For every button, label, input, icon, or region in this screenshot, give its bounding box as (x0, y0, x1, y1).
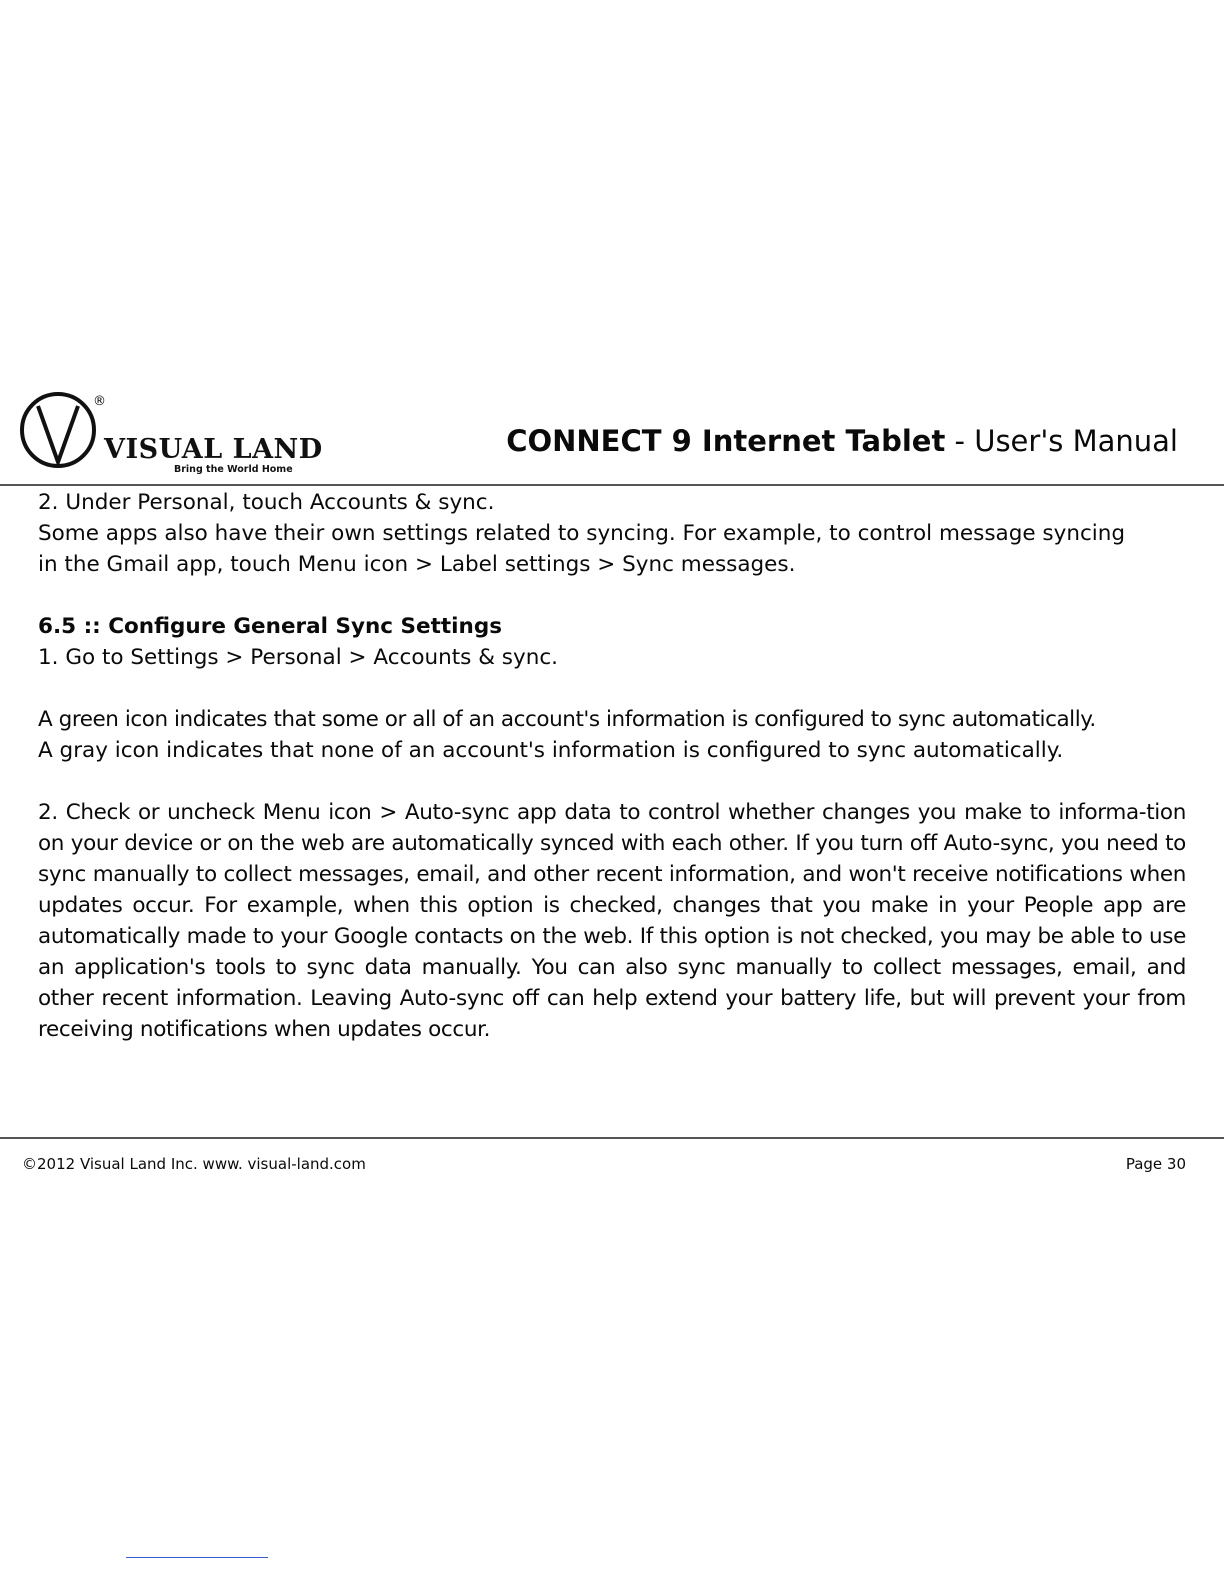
green-icon-note: A green icon indicates that some or all of an account's information is configured to sync automatically. (38, 707, 1096, 732)
visual-land-logo (20, 388, 323, 478)
intro-note-line-2: in the Gmail app, touch Menu icon > Label settings > Sync messages. (38, 552, 796, 577)
bottom-rule (126, 1557, 268, 1558)
page-footer (0, 1137, 1224, 1173)
intro-note-line-1: Some apps also have their own settings related to syncing. For example, to control message syncing (38, 521, 1126, 546)
manual-title (506, 424, 1178, 459)
copyright-text: ©2012 Visual Land Inc. www. visual-land.com (22, 1155, 366, 1173)
gray-icon-note: A gray icon indicates that none of an account's information is configured to sync automatically. (38, 738, 1064, 763)
title-suffix: - User's Manual (945, 424, 1178, 458)
page-content (38, 487, 1186, 1045)
step-1: 1. Go to Settings > Personal > Accounts & sync. (38, 645, 559, 670)
step-2-paragraph: 2. Check or uncheck Menu icon > Auto-sync app data to control whether changes you make to informa-tion on your device or on the web are automatically synced with each other. If you turn off Auto-sync, you need to sync manually to collect messages, email, and other recent information, and won't receive notifications when updates occur. For example, when this option is checked, changes that you make in your People app are automatically made to your Google contacts on the web. If this option is not checked, you may be able to use an application's tools to sync data manually. You can also sync manually to collect messages, email, and other recent information. Leaving Auto-sync off can help extend your battery life, but will prevent your from receiving notifications when updates occur. (38, 800, 1186, 1042)
brand-tagline: Bring the World Home (174, 464, 293, 475)
brand-name: VISUAL LAND (104, 434, 323, 465)
v-circle-logo-icon (20, 388, 100, 472)
registered-mark: ® (93, 394, 106, 409)
product-title: CONNECT 9 Internet Tablet (506, 424, 946, 458)
page-header (0, 380, 1224, 486)
section-heading: 6.5 :: Configure General Sync Settings (38, 614, 503, 639)
intro-step: 2. Under Personal, touch Accounts & sync. (38, 490, 495, 515)
page-number: Page 30 (1125, 1155, 1186, 1173)
